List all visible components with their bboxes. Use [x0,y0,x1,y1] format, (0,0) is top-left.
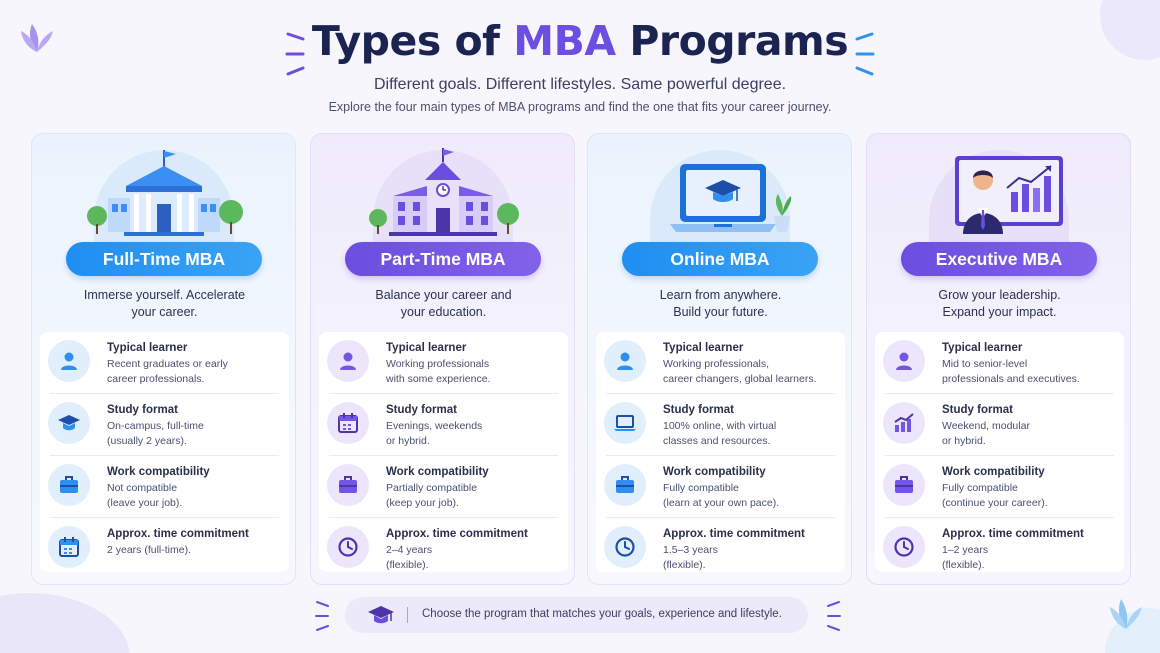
card-tagline: Grow your leadership. Expand your impact. [938,288,1061,319]
detail-value: Evenings, weekends or hybrid. [386,420,483,447]
briefcase-icon [58,475,80,495]
detail-value: Fully compatible (continue your career). [942,482,1048,509]
person-icon [614,350,636,372]
detail-value: 2–4 years (flexible). [386,544,433,571]
detail-value: 1–2 years (flexible). [942,544,989,571]
page-description: Explore the four main types of MBA programs and find the one that fits your career journey. [328,100,832,114]
person-icon [337,350,359,372]
detail-value: On-campus, full-time (usually 2 years). [107,420,204,447]
graduation-cap-icon [367,604,395,626]
person-icon [58,350,80,372]
sparkle-lines-icon [852,30,876,82]
card-title-pill: Part-Time MBA [345,242,541,276]
sparkle-lines-icon [314,598,332,634]
card-full-time-mba [31,133,296,585]
detail-row-study-format [596,394,845,456]
detail-value: Recent graduates or early career professionals. [107,358,228,385]
detail-value: 100% online, with virtual classes and resources. [663,420,777,447]
laptop-icon [640,146,800,246]
card-executive-mba [866,133,1131,585]
detail-value: Partially compatible (keep your job). [386,482,478,509]
title-accent: MBA [513,17,616,65]
card-title-pill: Executive MBA [901,242,1097,276]
detail-label: Approx. time commitment [386,528,528,540]
detail-row-time-commitment [319,518,568,580]
detail-label: Study format [942,404,1013,416]
detail-label: Typical learner [107,342,188,354]
detail-label: Approx. time commitment [107,528,249,540]
detail-row-typical-learner [875,332,1124,394]
graduation-cap-icon [57,413,81,433]
briefcase-icon [614,475,636,495]
detail-label: Study format [107,404,178,416]
detail-row-work-compatibility [319,456,568,518]
calendar-icon [58,536,80,558]
detail-row-typical-learner [40,332,289,394]
detail-label: Work compatibility [942,466,1045,478]
card-title-pill: Full-Time MBA [66,242,262,276]
calendar-icon [337,412,359,434]
clock-icon [893,536,915,558]
detail-label: Work compatibility [663,466,766,478]
detail-row-study-format [319,394,568,456]
detail-row-time-commitment [40,518,289,580]
page-title: Types of MBA Programs [311,17,849,65]
card-details [596,332,845,572]
leaf-icon [1106,593,1146,631]
header [0,14,1160,114]
detail-row-time-commitment [875,518,1124,580]
university-building-icon [84,146,244,246]
detail-row-study-format [875,394,1124,456]
detail-value: Fully compatible (learn at your own pace). [663,482,780,509]
executive-presentation-icon [919,146,1079,246]
detail-label: Study format [386,404,457,416]
clock-icon [614,536,636,558]
detail-label: Typical learner [942,342,1023,354]
page-subtitle: Different goals. Different lifestyles. Same powerful degree. [373,76,787,93]
card-part-time-mba [310,133,575,585]
detail-value: Not compatible (leave your job). [107,482,183,509]
card-details [875,332,1124,572]
detail-label: Work compatibility [386,466,489,478]
detail-row-time-commitment [596,518,845,580]
card-tagline: Balance your career and your education. [375,288,512,319]
detail-label: Work compatibility [107,466,210,478]
person-icon [893,350,915,372]
detail-row-study-format [40,394,289,456]
card-details [319,332,568,572]
growth-chart-icon [893,413,915,433]
card-details [40,332,289,572]
briefcase-icon [337,475,359,495]
card-tagline: Learn from anywhere. Build your future. [659,288,782,319]
school-building-icon [363,146,523,246]
detail-label: Approx. time commitment [663,528,805,540]
detail-value: Mid to senior-level professionals and executives. [942,358,1080,385]
detail-value: Weekend, modular or hybrid. [942,420,1030,447]
detail-row-work-compatibility [40,456,289,518]
card-online-mba [587,133,852,585]
detail-row-work-compatibility [596,456,845,518]
briefcase-icon [893,475,915,495]
detail-row-work-compatibility [875,456,1124,518]
detail-value: 2 years (full-time). [107,544,192,556]
detail-value: Working professionals with some experience. [386,358,491,385]
clock-icon [337,536,359,558]
card-title-pill: Online MBA [622,242,818,276]
detail-value: Working professionals, career changers, global learners. [663,358,817,385]
detail-value: 1.5–3 years (flexible). [663,544,718,571]
detail-label: Study format [663,404,734,416]
corner-decoration [0,593,130,653]
detail-label: Approx. time commitment [942,528,1084,540]
detail-row-typical-learner [596,332,845,394]
card-tagline: Immerse yourself. Accelerate your career. [83,288,246,319]
sparkle-lines-icon [824,598,842,634]
footer-text: Choose the program that matches your goals, experience and lifestyle. [422,608,782,620]
detail-row-typical-learner [319,332,568,394]
footer-banner [345,597,808,633]
laptop-icon [613,413,637,433]
detail-label: Typical learner [386,342,467,354]
detail-label: Typical learner [663,342,744,354]
sparkle-lines-icon [284,30,308,82]
